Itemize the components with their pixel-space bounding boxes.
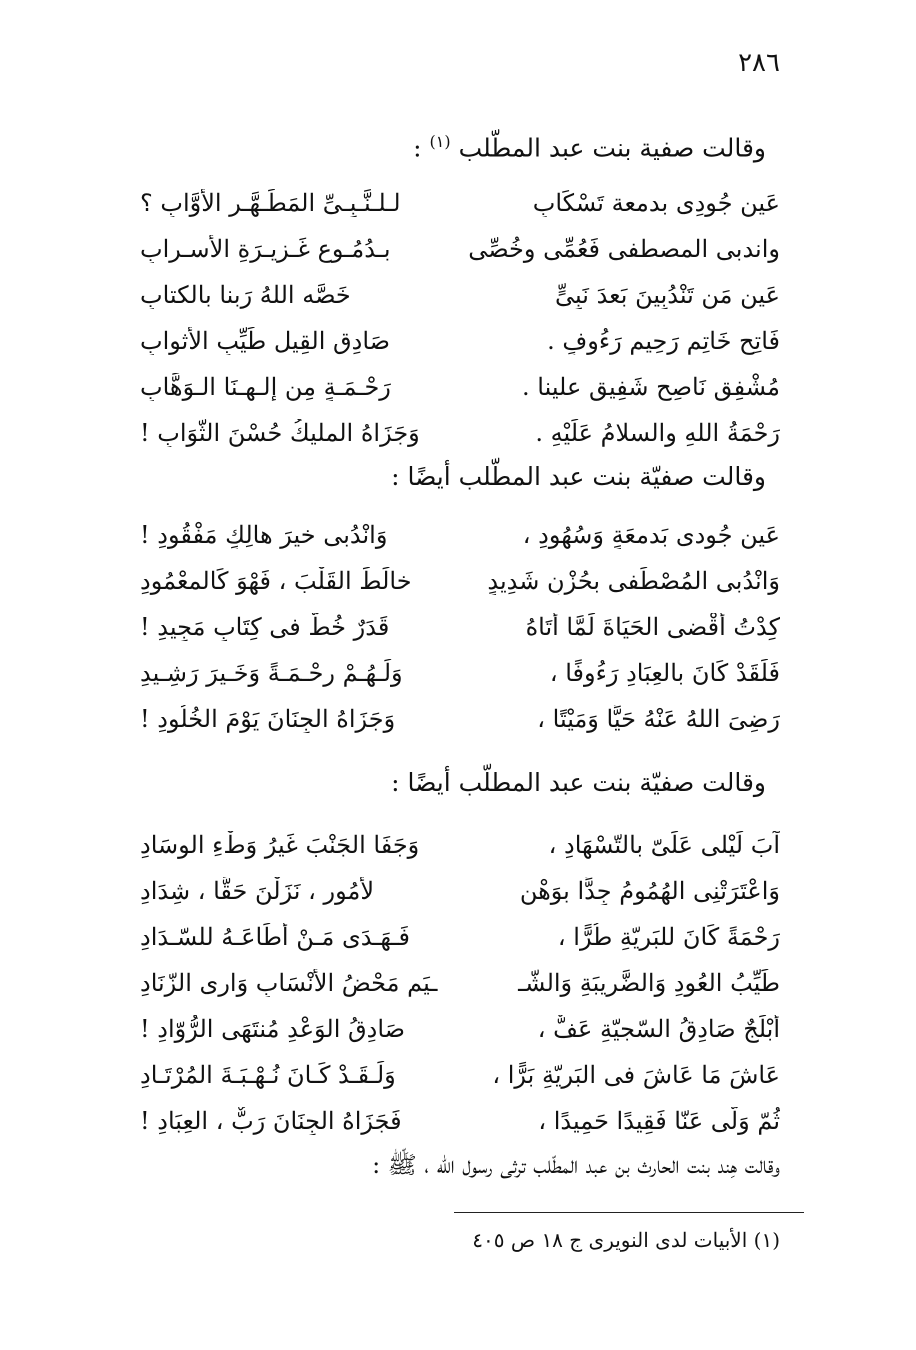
verse-first-hemistich: وَاعْتَرَتْنِى الهُمُومُ جِدًّا بوَهْنٍ — [519, 877, 780, 905]
verse-second-hemistich: بـدُمُـوعٍ غَـزيـرَةِ الأسـرابِ — [140, 235, 391, 263]
verse-second-hemistich: فَجَزَاهُ الجِنَانَ رَبٌّ ، العِبَادِ ! — [140, 1107, 402, 1135]
verse-second-hemistich: خَصَّه اللهُ رَبنا بالكتابِ — [140, 281, 351, 309]
verse-second-hemistich: قَدَرٌ خُطَّ فى كِتَابٍ مَجِيدِ ! — [140, 613, 390, 641]
intro-text: وقالت صفية بنت عبد المطّلب — [458, 133, 766, 163]
verse-line — [140, 226, 780, 272]
verse-first-hemistich: كِدْتُ أَقْضى الحَيَاةَ لَمَّا أَتَاهُ — [525, 613, 780, 641]
verse-line — [140, 272, 780, 318]
verse-second-hemistich: لأمُورٍ ، نَزَلْنَ حَقًّا ، شِدَادِ — [140, 877, 375, 905]
verse-line — [140, 696, 780, 742]
verse-line — [140, 1098, 780, 1144]
section-3-intro: وقالت صفيّة بنت عبد المطلّب أيضًا : — [391, 768, 766, 797]
verse-first-hemistich: عَاشَ مَا عَاشَ فى البَرِيّةِ بَرًّا ، — [492, 1061, 780, 1089]
verse-second-hemistich: صَادِقِ القِيلِ طَيِّبِ الأثوابِ — [140, 327, 391, 355]
verse-line — [140, 650, 780, 696]
verse-second-hemistich: رَحْـمَـةٍ مِن إلـهِـنَا الـوَهَّابِ — [140, 373, 391, 401]
verse-second-hemistich: ـيَمِ مَحْضُ الأنْسَابِ وَارِى الزّنَادِ — [140, 969, 438, 997]
verse-line — [140, 960, 780, 1006]
intro-colon: : — [413, 133, 422, 163]
verse-line — [140, 180, 780, 226]
verse-first-hemistich: عَينِ مَن تَنْدُبِينَ بَعدَ نَبِىٍّ — [555, 281, 780, 309]
verse-first-hemistich: ثُمّ وَلّى عَنّا فَقِيدًا حَمِيدًا ، — [538, 1107, 780, 1135]
verse-line — [140, 364, 780, 410]
verse-line — [140, 868, 780, 914]
verse-line — [140, 410, 780, 456]
verse-first-hemistich: فَاتِحٍ خَاتِمٍ رَحِيمٍ رَءُوفٍ . — [547, 327, 780, 355]
verse-first-hemistich: رَضِىَ اللهُ عَنْهُ حَيًّا وَمَيْتًا ، — [537, 705, 780, 733]
verse-first-hemistich: آبَ لَيْلى عَلَىّ بالتّسْهَادِ ، — [548, 831, 780, 859]
verse-line — [140, 914, 780, 960]
verse-line — [140, 558, 780, 604]
closing-line: وقالت هِند بنت الحارث بن عبد المطّلب ترثى رسول الله ، ﷺ : — [372, 1151, 780, 1179]
verse-second-hemistich: لـلـنَّـبِـىِّ المَطَـهَّـر الأوَّابِ ؟ — [140, 189, 401, 217]
verse-second-hemistich: وَلَـقَـدْ كَـانَ نُـهْـبَـةَ المُرْتَـادِ — [140, 1061, 396, 1089]
poem-section-3 — [140, 822, 780, 1144]
verse-first-hemistich: أَبْلَجٌ صَادِقُ السّجيّةِ عَفٌّ ، — [537, 1015, 780, 1043]
verse-second-hemistich: فَـهَـدَى مَـنْ أَطَاعَـهُ للسّـدَادِ — [140, 923, 410, 951]
footnote-reference: (١) — [429, 132, 451, 151]
verse-second-hemistich: خالَطَ القَلْبَ ، فَهْوَ كَالمعْمُودِ — [140, 567, 412, 595]
poem-section-2 — [140, 512, 780, 742]
section-1-intro — [413, 132, 766, 162]
section-2-intro: وقالت صفيّة بنت عبد المطّلب أيضًا : — [391, 462, 766, 491]
verse-line — [140, 1052, 780, 1098]
verse-line — [140, 512, 780, 558]
footnote: (١) الأبيات لدى النويرى ج ١٨ ص ٤٠٥ — [472, 1228, 780, 1252]
verse-first-hemistich: وَانْدُبى المُصْطَفى بحُزْنٍ شَدِيدٍ — [487, 567, 780, 595]
verse-line — [140, 1006, 780, 1052]
footnote-divider — [454, 1212, 804, 1213]
verse-second-hemistich: وَجَزَاهُ المليكُ حُسْنَ الثَّوَابِ ! — [140, 419, 420, 447]
verse-second-hemistich: وَجَفَا الجَنْبَ غَيرُ وَطْءِ الوِسَادِ — [140, 831, 420, 859]
verse-first-hemistich: مُشْفِقٍ نَاصِحٍ شَفِيقٍ علينا . — [522, 373, 780, 401]
verse-first-hemistich: طَيِّبُ العُودِ وَالضَّرِيبَةِ وَالشّـ — [518, 969, 780, 997]
verse-line — [140, 318, 780, 364]
verse-first-hemistich: عَينِ جُودِى بدمعة تَسْكَابِ — [532, 189, 780, 217]
verse-line — [140, 604, 780, 650]
verse-second-hemistich: وَلَـهُـمْ رحْـمَـةً وَخَـيرَ رَشِـيدِ — [140, 659, 403, 687]
verse-first-hemistich: واندبى المصطفى فَعُمِّى وخُصِّى — [468, 235, 780, 263]
verse-second-hemistich: وَانْدُبى خيرَ هالِكٍ مَفْقُودِ ! — [140, 521, 388, 549]
page-number: ٢٨٦ — [738, 48, 780, 78]
verse-line — [140, 822, 780, 868]
poem-section-1 — [140, 180, 780, 456]
verse-second-hemistich: وَجَزَاهُ الجِنَانَ يَوْمَ الخُلُودِ ! — [140, 705, 396, 733]
verse-first-hemistich: رَحْمَةُ اللهِ والسلامُ عَلَيْهِ . — [535, 419, 780, 447]
verse-first-hemistich: عَينِ جُودى بَدمعَةٍ وَسُهُودِ ، — [522, 521, 780, 549]
verse-second-hemistich: صَادِقُ الوَعْدِ مُنتَهَى الرُّوّادِ ! — [140, 1015, 406, 1043]
verse-first-hemistich: رَحْمَةً كَانَ للبَرِيّةِ طُرًّا ، — [557, 923, 780, 951]
verse-first-hemistich: فَلَقَدْ كَانَ بالعِبَادِ رَءُوفًا ، — [549, 659, 780, 687]
